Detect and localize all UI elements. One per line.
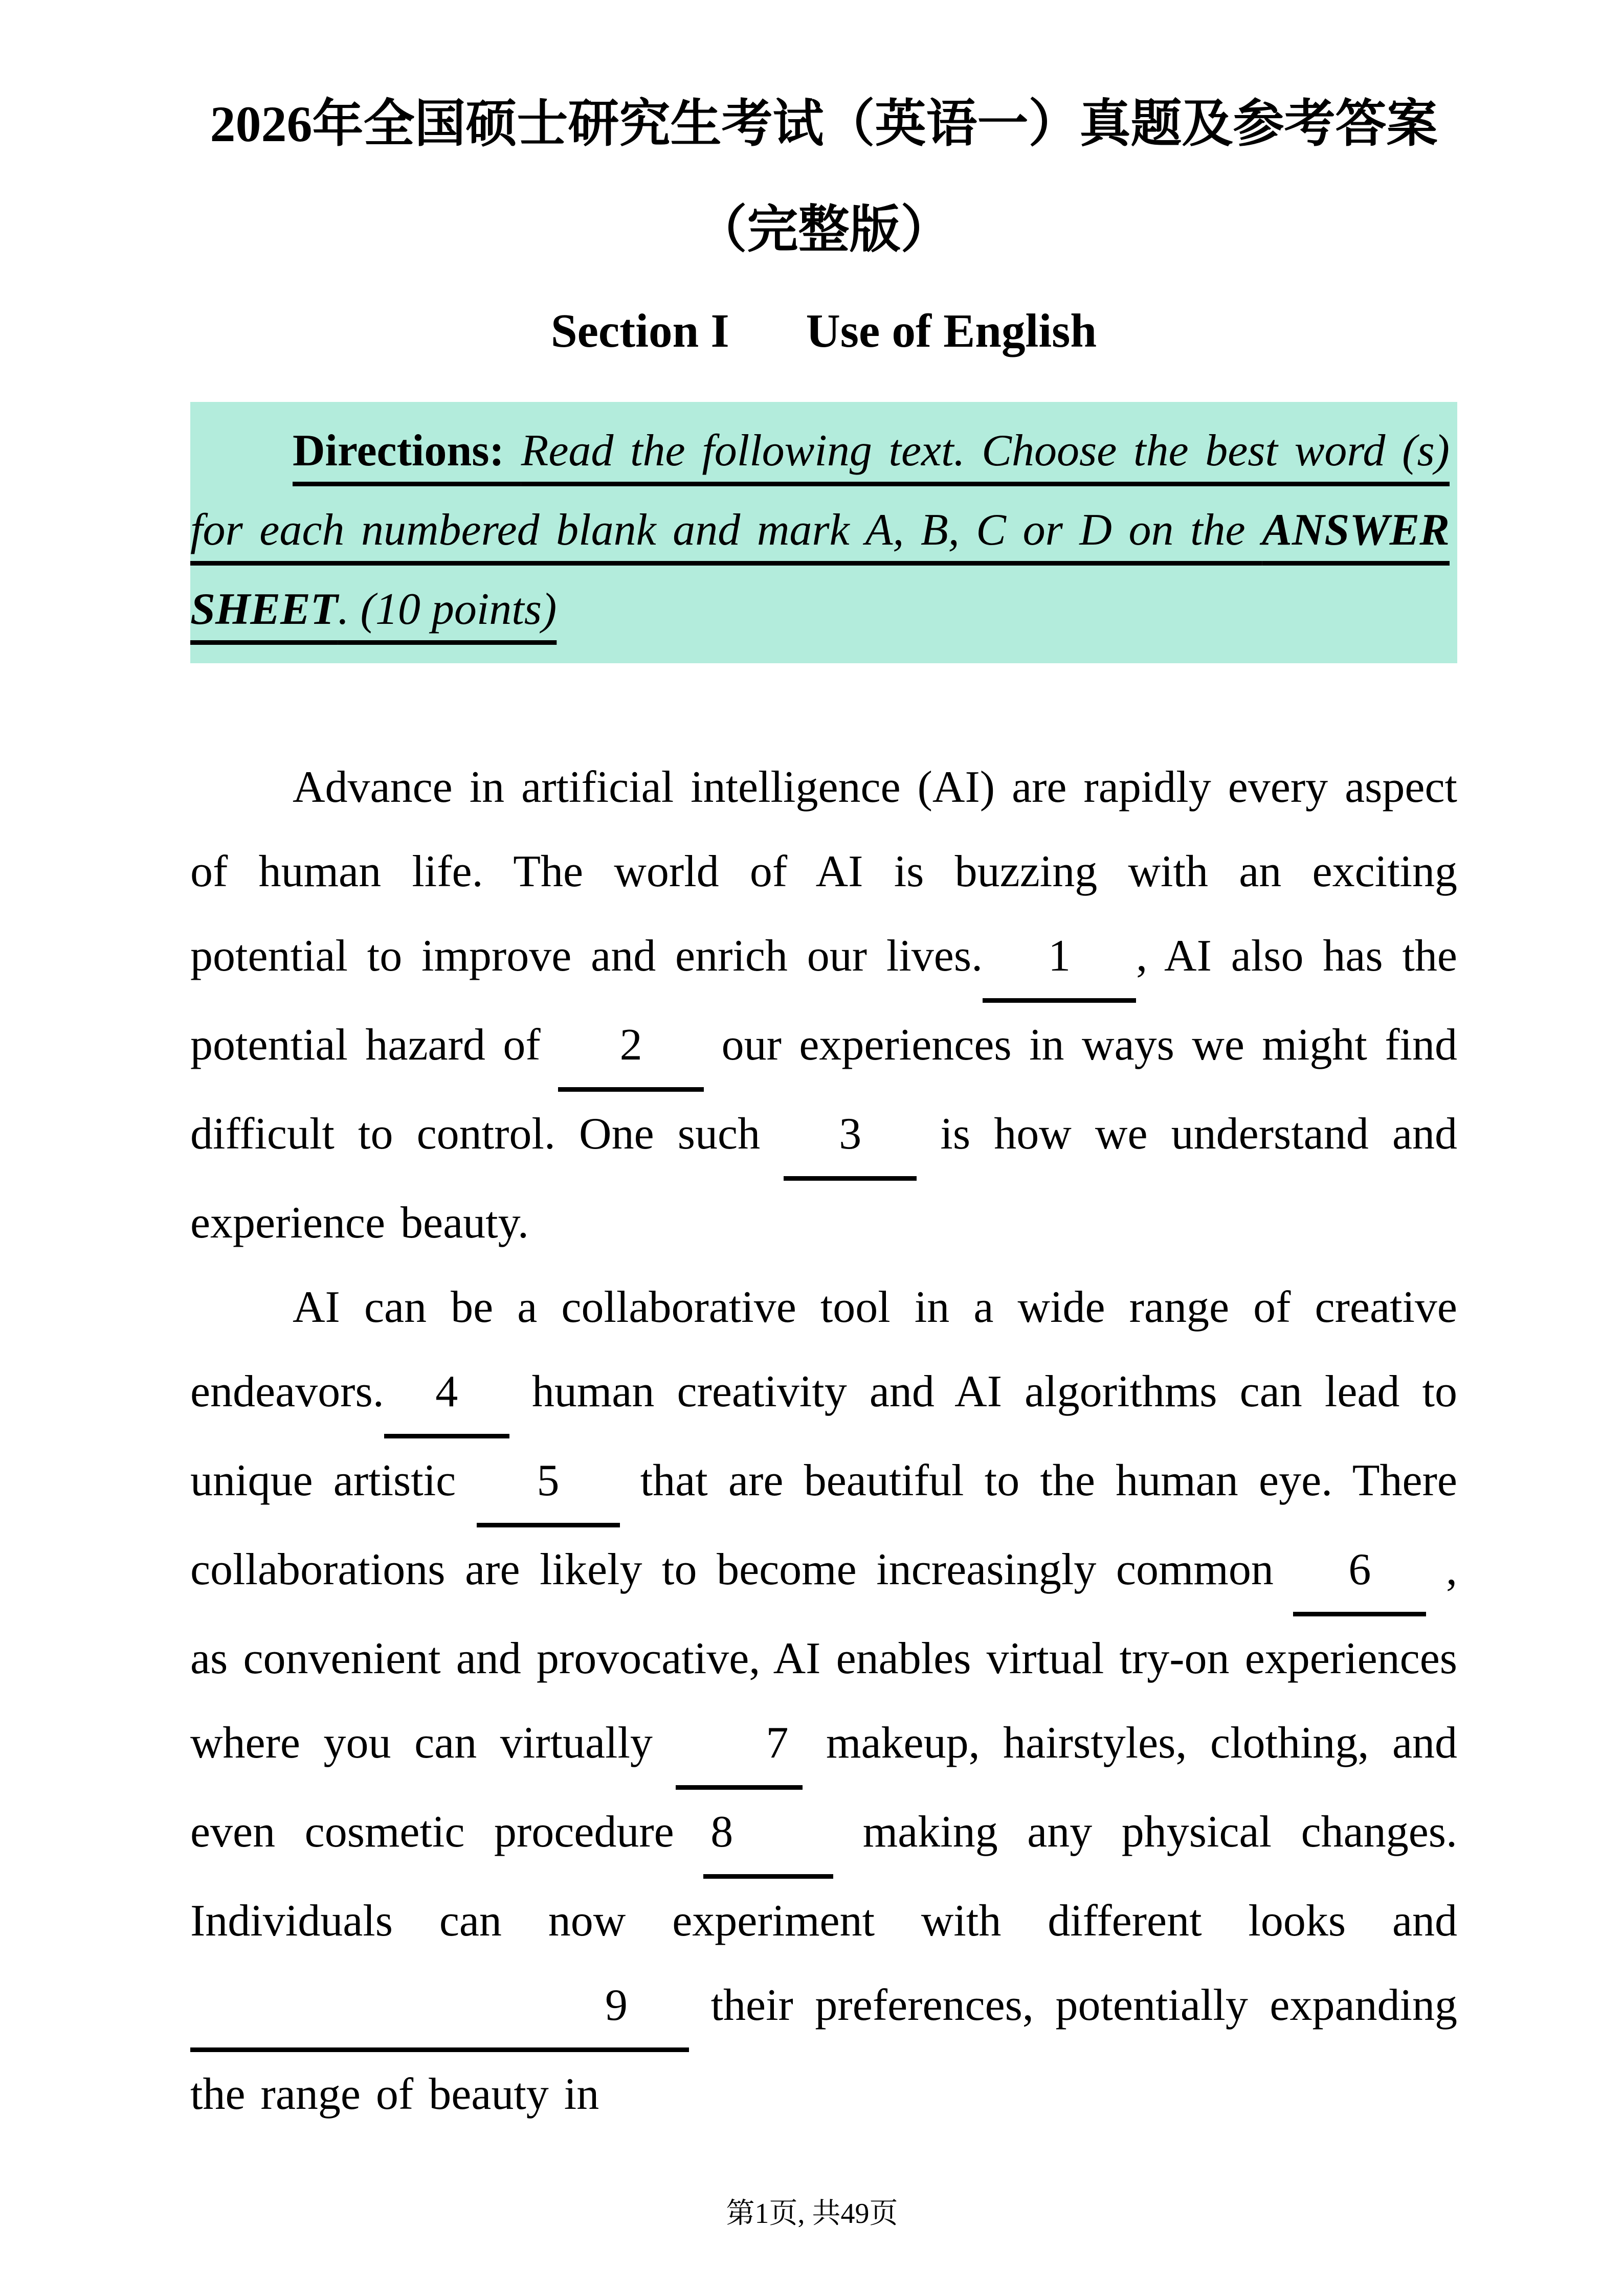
text-segment: Directions: <box>293 425 521 476</box>
blank-2: 2 <box>558 1003 704 1092</box>
text-segment: their preferences, potentially expanding the range of beauty in <box>190 1980 1457 2119</box>
text-segment: Advance in artificial intelligence (AI) are rapidly every aspect of human life. The world of AI is buzzing with an exciting potential to improve and enrich our lives. <box>190 762 1457 981</box>
paragraph-1 <box>190 745 1457 1265</box>
text-segment: , AI also has the potential hazard of <box>190 931 1457 1070</box>
text-segment: Read the following text. Choose the best word (s) for each numbered blank and mark A, B, C or D on the <box>190 425 1450 555</box>
blank-4: 4 <box>384 1349 509 1438</box>
text-segment: human creativity and AI algorithms can lead to unique artistic <box>190 1366 1457 1505</box>
blank-3: 3 <box>784 1092 917 1181</box>
paragraph-2 <box>190 1265 1457 2136</box>
text-segment: makeup, hairstyles, clothing, and even cosmetic procedure <box>190 1718 1458 1857</box>
text-segment: is how we understand and experience beauty. <box>190 1109 1457 1248</box>
text-segment: , as convenient and provocative, AI enables virtual try-on experiences where you can virtually <box>190 1544 1457 1768</box>
page-title: 2026年全国硕士研究生考试（英语一）真题及参考答案 <box>210 96 1438 152</box>
page-number: 第1页, 共49页 <box>726 2198 898 2230</box>
text-segment: our experiences in ways we might find difficult to control. One such <box>190 1020 1457 1159</box>
text-segment: that are beautiful to the human eye. There collaborations are likely to become increasingly common <box>190 1455 1457 1594</box>
section-heading-right: Use of English <box>806 305 1097 357</box>
passage <box>190 745 1457 2136</box>
blank-1: 1 <box>983 914 1136 1003</box>
blank-7: 7 <box>676 1701 803 1790</box>
directions-box <box>190 402 1457 663</box>
blank-8: 8 <box>703 1790 833 1879</box>
blank-6: 6 <box>1293 1527 1426 1616</box>
section-heading-left: Section I <box>550 305 729 357</box>
page-subtitle: （完整版） <box>696 201 952 258</box>
text-segment: ANSWER SHEET <box>190 505 1450 634</box>
text-segment: making any physical changes. Individuals can now experiment with different looks and <box>190 1807 1458 1946</box>
blank-5: 5 <box>477 1438 620 1527</box>
directions-text <box>190 411 1450 649</box>
text-segment: . (10 points) <box>338 584 557 634</box>
blank-9: 9 <box>190 1963 689 2052</box>
section-heading <box>190 262 1457 360</box>
text-segment: AI can be a collaborative tool in a wide range of creative endeavors. <box>190 1282 1457 1416</box>
